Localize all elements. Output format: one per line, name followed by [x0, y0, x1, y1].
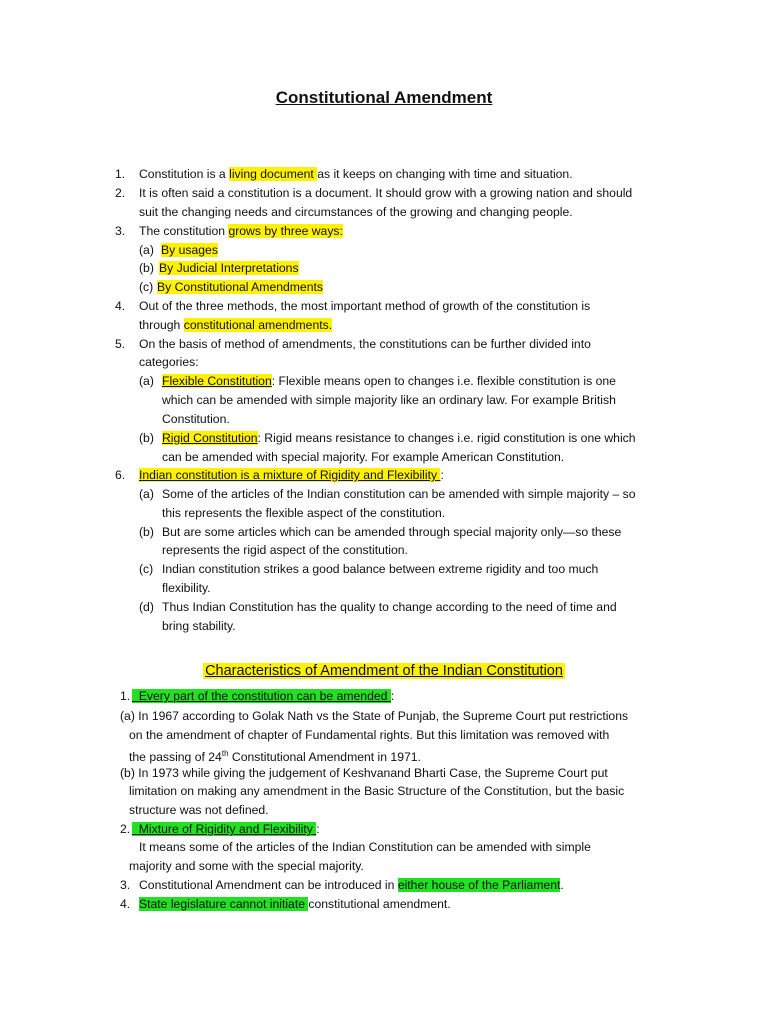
point-1a-line-3: [129, 745, 421, 766]
point-4-post: constitutional amendment.: [308, 897, 451, 911]
item-5a-line-1: [162, 372, 616, 390]
point-2-line-1: It means some of the articles of the Indian Constitution can be amended with simple: [139, 840, 591, 854]
item-6c-line-2: flexibility.: [162, 581, 211, 595]
section-heading-text: Characteristics of Amendment of the Indian Constitution: [205, 663, 563, 679]
point-4-text: [139, 895, 451, 913]
item-6c-line-1: Indian constitution strikes a good balance between extreme rigidity and too much: [162, 562, 599, 576]
point-1a-line-2: on the amendment of chapter of Fundamental rights. But this limitation was removed with: [129, 728, 610, 742]
item-3c-highlight: By Constitutional Amendments: [157, 280, 323, 294]
item-1-text: [139, 165, 573, 183]
point-1b-line-3: structure was not defined.: [129, 803, 269, 817]
point-3-highlight: either house of the Parliament: [397, 878, 561, 892]
rigid-constitution-term: Rigid Constitution: [162, 431, 258, 445]
item-4-line-1: Out of the three methods, the most important method of growth of the constitution is: [139, 299, 591, 313]
item-2-number: 2.: [115, 186, 126, 200]
item-5-number: 5.: [115, 337, 126, 351]
item-3c-label: (c): [139, 280, 154, 294]
item-5a-line-2: which can be amended with simple majority like an ordinary law. For example British: [162, 393, 616, 407]
item-5-line-1: On the basis of method of amendments, the constitutions can be further divided into: [139, 337, 591, 351]
point-1a-sup: th: [221, 749, 229, 758]
point-3-number: 3.: [120, 878, 131, 892]
item-1-pre: Constitution is a: [139, 167, 230, 181]
item-5a-text: : Flexible means open to changes i.e. flexible constitution is one: [271, 374, 616, 388]
point-3-text: [139, 876, 564, 894]
item-6d-label: (d): [139, 600, 154, 614]
point-3-pre: Constitutional Amendment can be introduced in: [139, 878, 398, 892]
item-1-number: 1.: [115, 167, 126, 181]
item-1-post: as it keeps on changing with time and situation.: [317, 167, 573, 181]
item-3-pre: The constitution: [139, 224, 229, 238]
point-4-highlight: State legislature cannot initiate: [139, 897, 309, 911]
point-2-text: [132, 820, 320, 838]
item-6-number: 6.: [115, 468, 126, 482]
item-6b-line-1: But are some articles which can be amended through special majority only—so these: [162, 525, 622, 539]
item-5b-text: : Rigid means resistance to changes i.e. rigid constitution is one which: [257, 431, 636, 445]
item-3c-text: [157, 278, 323, 296]
item-6-highlight: [139, 468, 440, 482]
item-5b-line-1: [162, 429, 636, 447]
item-5b-label: (b): [139, 431, 154, 445]
item-6d-line-2: bring stability.: [162, 619, 236, 633]
section-heading: [0, 661, 768, 681]
item-3a-text: [161, 241, 218, 259]
item-3-highlight: grows by three ways:: [228, 224, 343, 238]
point-2-highlight: Mixture of Rigidity and Flexibility: [132, 822, 317, 836]
point-1a-pre: the passing of 24: [129, 750, 222, 765]
item-4-number: 4.: [115, 299, 126, 313]
item-4-highlight: constitutional amendments.: [183, 318, 333, 332]
point-1b-line-2: limitation on making any amendment in the Basic Structure of the Constitution, but the basic: [129, 784, 625, 798]
point-2-line-2: majority and some with the special majority.: [129, 859, 364, 873]
point-2-number: 2.: [120, 822, 131, 836]
item-5b-line-2: can be amended with special majority. For example American Constitution.: [162, 450, 565, 464]
item-3b-highlight: By Judicial Interpretations: [159, 261, 299, 275]
item-3b-text: [159, 259, 299, 277]
item-2-line-2: suit the changing needs and circumstances of the growing and changing people.: [139, 205, 573, 219]
point-1b-line-1: (b) In 1973 while giving the judgement of Keshvanand Bharti Case, the Supreme Court put: [120, 766, 608, 780]
item-3-number: 3.: [115, 224, 126, 238]
item-6b-label: (b): [139, 525, 154, 539]
point-1-highlight: Every part of the constitution can be amended: [132, 689, 391, 703]
item-6-hl-text: ndian constitution is a mixture of Rigidity and Flexibility: [142, 468, 441, 482]
item-1-highlight: living document: [229, 167, 318, 181]
item-5-line-2: categories:: [139, 355, 199, 369]
item-5a-label: (a): [139, 374, 154, 388]
point-4-number: 4.: [120, 897, 131, 911]
item-2-line-1: It is often said a constitution is a document. It should grow with a growing nation and should: [139, 186, 633, 200]
item-3-text: [139, 222, 343, 240]
point-1-post: :: [390, 689, 395, 703]
point-1-number: 1.: [120, 689, 131, 703]
item-6d-line-1: Thus Indian Constitution has the quality to change according to the need of time and: [162, 600, 617, 614]
point-1a-line-1: (a) In 1967 according to Golak Nath vs the State of Punjab, the Supreme Court put restrictions: [120, 709, 629, 723]
point-1a-post: Constitutional Amendment in 1971.: [228, 750, 421, 765]
item-6c-label: (c): [139, 562, 154, 576]
item-6a-label: (a): [139, 487, 154, 501]
point-1-text: [132, 687, 394, 705]
item-6a-line-2: this represents the flexible aspect of the constitution.: [162, 506, 446, 520]
flexible-constitution-term: Flexible Constitution: [162, 374, 272, 388]
item-6b-line-2: represents the rigid aspect of the constitution.: [162, 543, 408, 557]
item-6a-line-1: Some of the articles of the Indian constitution can be amended with simple majority – so: [162, 487, 636, 501]
item-3a-label: (a): [139, 243, 154, 257]
point-3-post: .: [560, 878, 564, 892]
item-4-pre: through: [139, 318, 184, 332]
item-5a-line-3: Constitution.: [162, 412, 230, 426]
item-6-post: :: [440, 468, 444, 482]
item-4-line-2: [139, 316, 332, 334]
point-2-post: :: [316, 822, 320, 836]
item-6-text: [139, 466, 444, 484]
item-6-pre: I: [139, 468, 143, 482]
item-3a-highlight: By usages: [161, 243, 218, 257]
page-title: Constitutional Amendment: [275, 88, 493, 107]
item-3b-label: (b): [139, 261, 154, 275]
